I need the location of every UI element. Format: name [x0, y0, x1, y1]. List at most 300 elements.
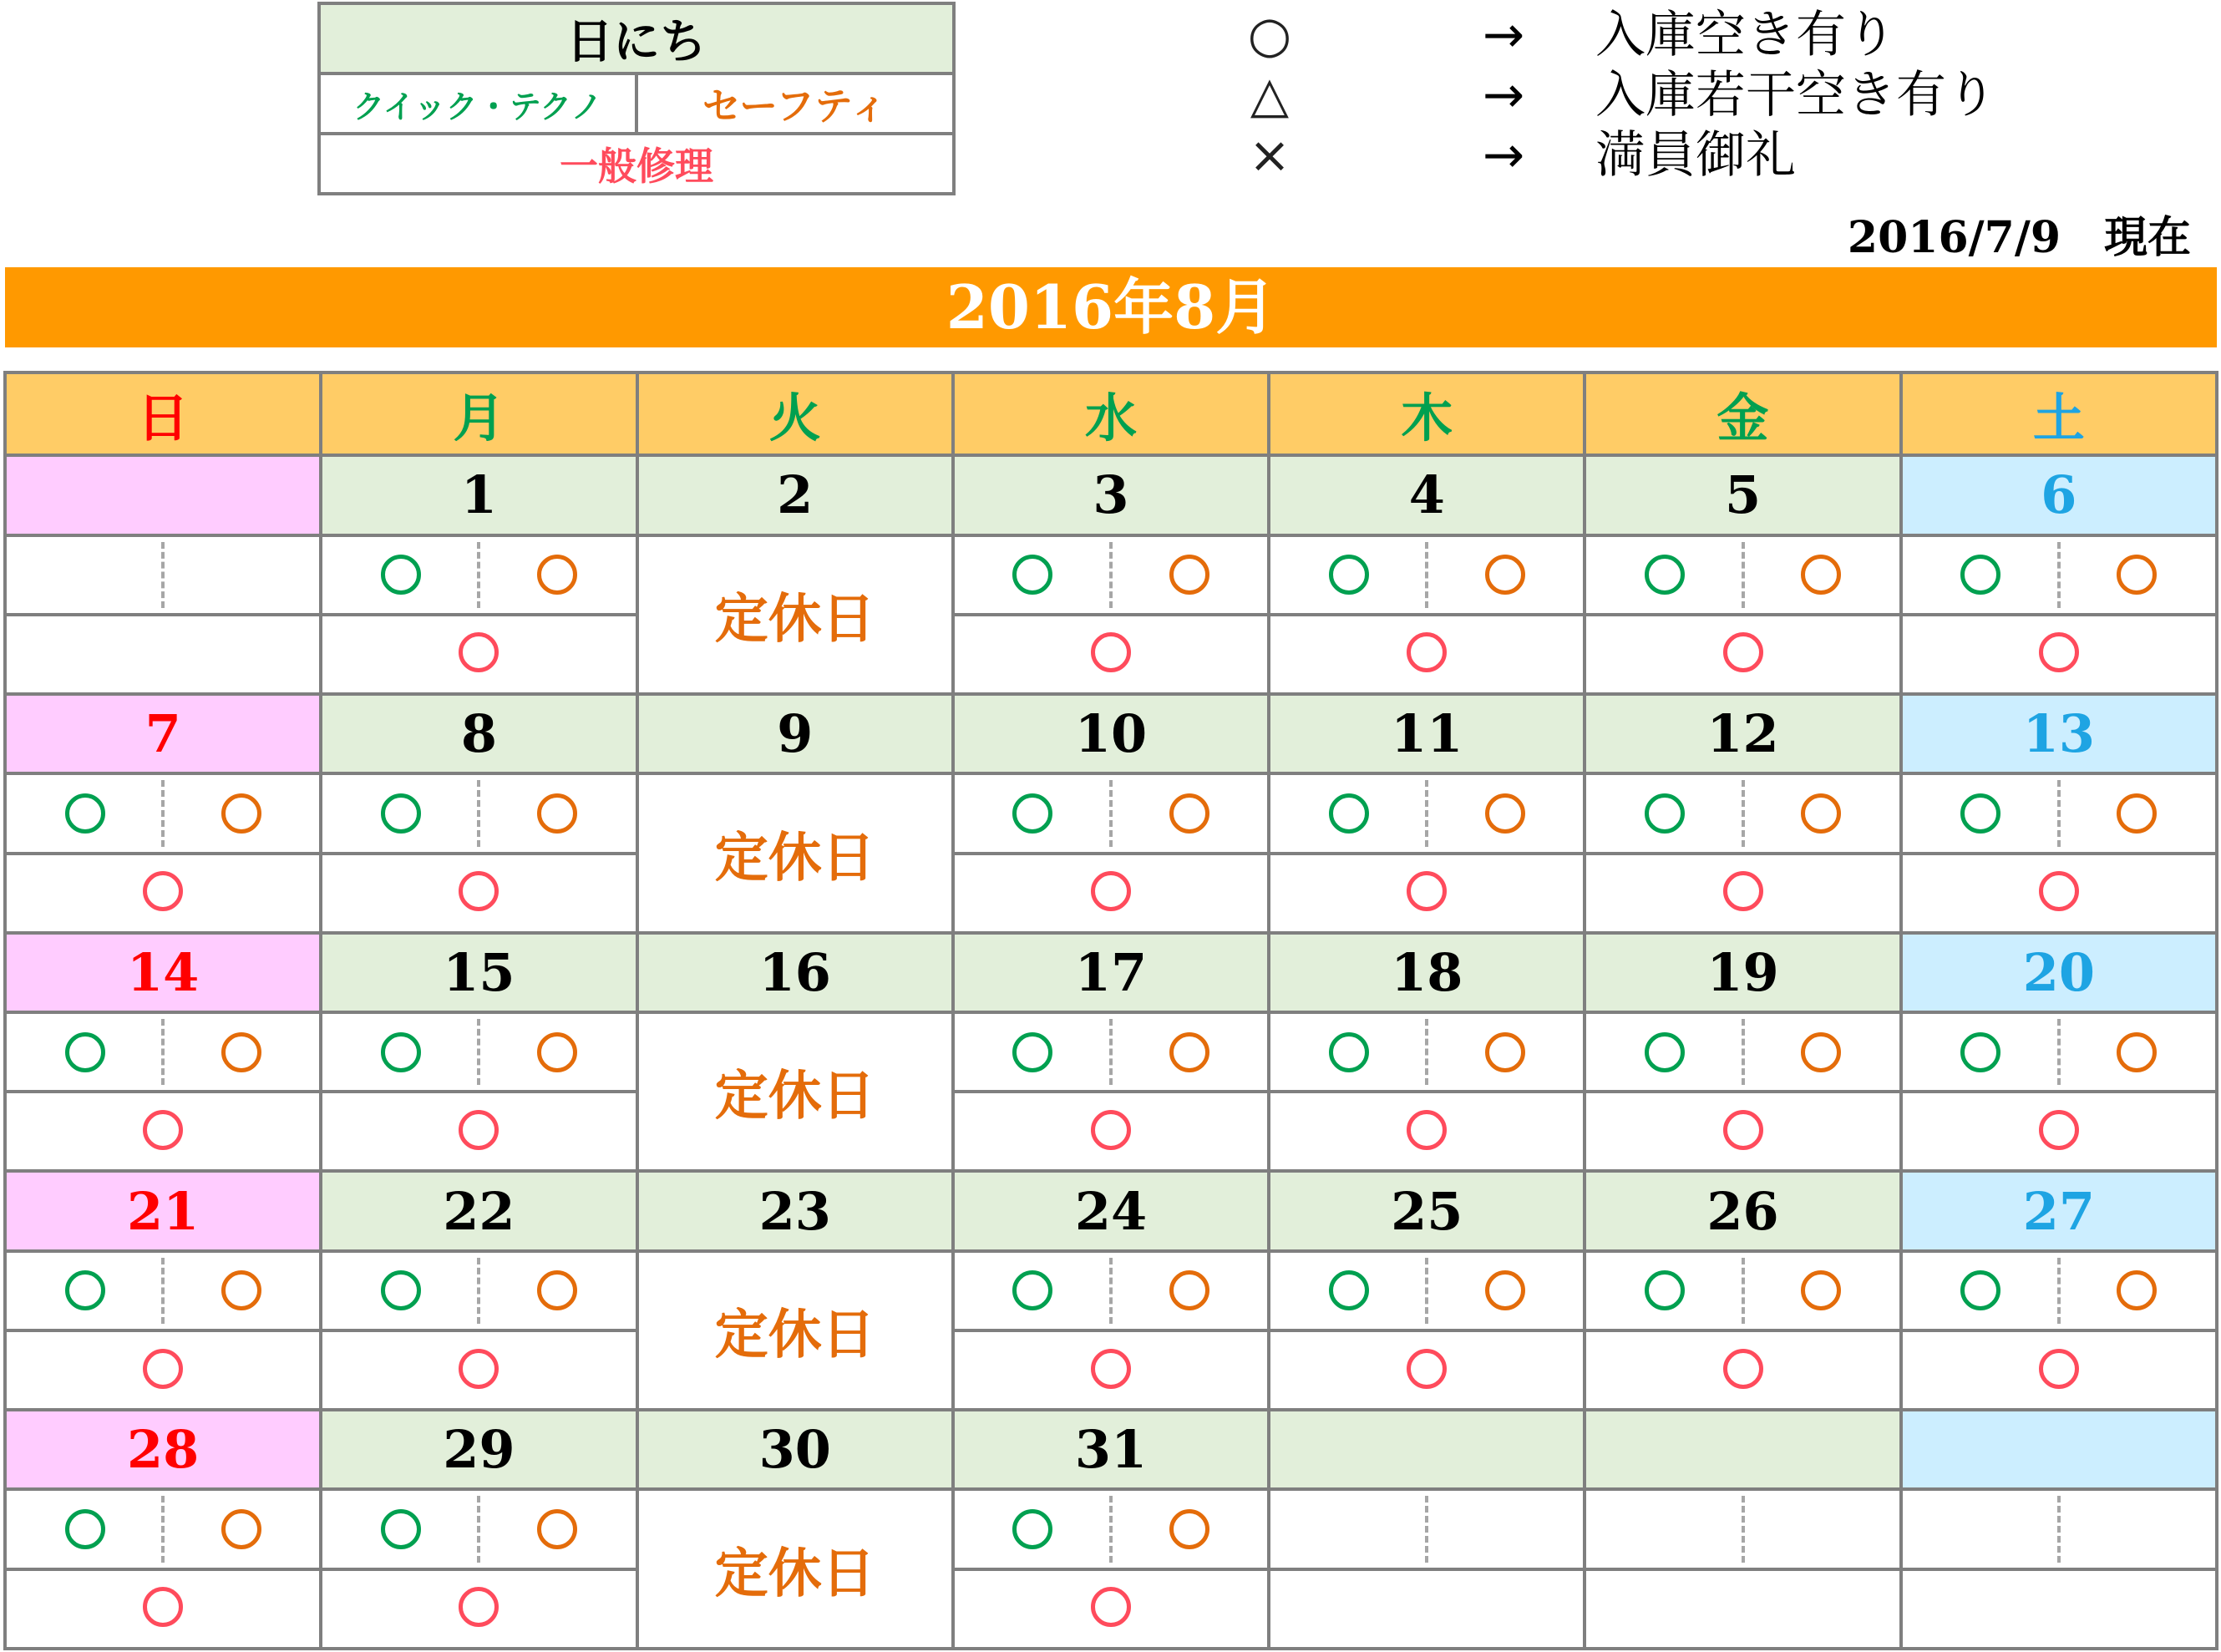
slot-safety	[1111, 537, 1267, 613]
circle-icon-general	[2039, 871, 2079, 911]
circle-icon-quick	[381, 1270, 421, 1310]
weekday-tue: 火	[637, 372, 953, 455]
slot-safety	[1743, 1491, 1899, 1567]
date-cell: 15	[321, 933, 636, 1012]
date-cell: 16	[637, 933, 953, 1012]
circle-icon-general	[459, 1110, 499, 1150]
date-cell: 5	[1585, 455, 1900, 535]
slot-safety	[2059, 1014, 2215, 1090]
as-of-date: 2016/7/9 現在	[1847, 212, 2191, 263]
circle-icon-safety	[2117, 1270, 2157, 1310]
circle-icon-quick	[381, 1509, 421, 1549]
general-availability-cell	[953, 1330, 1269, 1410]
slot-safety	[1427, 775, 1583, 851]
circle-icon-quick	[1960, 555, 2000, 595]
slot-quick	[1270, 1491, 1427, 1567]
availability-cell	[321, 1251, 636, 1330]
availability-cell	[1585, 773, 1900, 853]
general-availability-cell	[1585, 1569, 1900, 1649]
slot-split	[955, 1491, 1267, 1567]
availability-cell	[953, 1012, 1269, 1092]
slot-quick	[7, 1491, 163, 1567]
slot-split	[1586, 1014, 1899, 1090]
general-availability-cell	[1585, 615, 1900, 694]
circle-icon-quick	[1645, 555, 1685, 595]
slot-safety	[1743, 1253, 1899, 1329]
slot-safety	[1743, 537, 1899, 613]
slot-safety	[1427, 1491, 1583, 1567]
slot-split	[1270, 1253, 1583, 1329]
slot-safety	[1427, 537, 1583, 613]
weekday-sun: 日	[5, 372, 321, 455]
circle-icon-safety	[1169, 1509, 1209, 1549]
circle-icon-quick	[1012, 1509, 1052, 1549]
general-availability-cell	[321, 854, 636, 933]
slot-quick	[955, 1253, 1111, 1329]
slot-quick	[1903, 1014, 2059, 1090]
cross-icon: ×	[1248, 126, 1291, 185]
slot-split	[1586, 1253, 1899, 1329]
slot-split	[1903, 537, 2215, 613]
weekday-thu: 木	[1269, 372, 1585, 455]
slot-quick	[7, 775, 163, 851]
slot-split	[955, 775, 1267, 851]
date-cell: 9	[637, 694, 953, 773]
slot-split	[955, 1014, 1267, 1090]
weekday-sat: 土	[1901, 372, 2217, 455]
circle-icon-safety	[1485, 555, 1525, 595]
date-cell: 2	[637, 455, 953, 535]
slot-safety	[2059, 1491, 2215, 1567]
slot-row-quick-safety	[5, 1012, 2217, 1092]
circle-icon-quick	[65, 1270, 105, 1310]
general-availability-cell	[1269, 1330, 1585, 1410]
availability-cell	[5, 1489, 321, 1568]
circle-icon-general	[1407, 1110, 1447, 1150]
general-availability-cell	[953, 854, 1269, 933]
general-availability-cell	[1901, 1330, 2217, 1410]
circle-icon-quick	[1960, 1032, 2000, 1072]
slot-safety	[1427, 1253, 1583, 1329]
slot-split	[7, 1253, 319, 1329]
circle-icon-general	[2039, 1110, 2079, 1150]
slot-split	[1270, 537, 1583, 613]
slot-row-general	[5, 1092, 2217, 1171]
slot-row-quick-safety	[5, 535, 2217, 615]
slot-quick	[1586, 1014, 1742, 1090]
date-cell: 4	[1269, 455, 1585, 535]
slot-quick	[1903, 775, 2059, 851]
circle-icon-safety	[537, 555, 577, 595]
availability-cell	[953, 1251, 1269, 1330]
slot-split	[1903, 775, 2215, 851]
availability-cell	[321, 1489, 636, 1568]
slot-split	[322, 537, 635, 613]
slot-safety	[479, 1014, 635, 1090]
circle-icon-general	[459, 871, 499, 911]
slot-safety	[479, 1491, 635, 1567]
slot-split	[1270, 775, 1583, 851]
date-cell: 7	[5, 694, 321, 773]
circle-icon-safety	[1485, 1032, 1525, 1072]
slot-row-quick-safety	[5, 773, 2217, 853]
slot-quick	[1586, 775, 1742, 851]
slot-quick	[1270, 1014, 1427, 1090]
slot-safety	[2059, 775, 2215, 851]
circle-icon-general	[1407, 1349, 1447, 1389]
circle-icon-general	[1091, 1587, 1131, 1627]
slot-split	[1903, 1014, 2215, 1090]
general-availability-cell	[5, 615, 321, 694]
circle-icon-safety	[1169, 1270, 1209, 1310]
circle-icon-quick	[1012, 1032, 1052, 1072]
slot-quick	[322, 537, 479, 613]
slot-row-quick-safety	[5, 1251, 2217, 1330]
date-cell: 10	[953, 694, 1269, 773]
general-availability-cell	[1901, 1569, 2217, 1649]
general-availability-cell	[953, 1569, 1269, 1649]
date-cell: 21	[5, 1171, 321, 1250]
availability-cell	[1585, 1489, 1900, 1568]
slot-quick	[1270, 1253, 1427, 1329]
slot-quick	[1586, 537, 1742, 613]
general-availability-cell	[1269, 1569, 1585, 1649]
general-availability-cell	[5, 1569, 321, 1649]
slot-split	[322, 1014, 635, 1090]
slot-split	[322, 1253, 635, 1329]
availability-cell	[1585, 1012, 1900, 1092]
slot-split	[1903, 1253, 2215, 1329]
general-availability-cell	[1269, 854, 1585, 933]
date-cell	[1901, 1410, 2217, 1489]
calendar	[3, 371, 2218, 1650]
slot-quick	[1903, 537, 2059, 613]
general-availability-cell	[1585, 854, 1900, 933]
circle-icon-safety	[537, 1032, 577, 1072]
circle-icon-safety	[221, 793, 261, 834]
circle-icon-safety	[1485, 1270, 1525, 1310]
circle-icon-safety	[1801, 555, 1841, 595]
availability-cell	[1269, 535, 1585, 615]
circle-icon-quick	[1329, 555, 1369, 595]
slot-quick	[1586, 1253, 1742, 1329]
circle-icon-general	[1091, 632, 1131, 672]
legend-text: 満員御礼	[1595, 126, 1796, 185]
availability-cell	[953, 535, 1269, 615]
date-cell: 17	[953, 933, 1269, 1012]
date-cell: 27	[1901, 1171, 2217, 1250]
date-row	[5, 1171, 2217, 1250]
slot-split	[1903, 1491, 2215, 1567]
circle-icon-quick	[381, 1032, 421, 1072]
slot-row-general	[5, 615, 2217, 694]
date-cell: 23	[637, 1171, 953, 1250]
slot-quick	[322, 1491, 479, 1567]
availability-cell	[321, 535, 636, 615]
circle-icon-quick	[65, 1509, 105, 1549]
triangle-icon: △	[1250, 66, 1290, 124]
date-cell: 3	[953, 455, 1269, 535]
slot-quick	[955, 775, 1111, 851]
circle-icon-general	[2039, 632, 2079, 672]
slot-split	[955, 1253, 1267, 1329]
legend-text: 入庫空き有り	[1595, 6, 1896, 64]
circle-icon-quick	[1645, 793, 1685, 834]
circle-icon-general	[1091, 1110, 1131, 1150]
slot-split	[7, 775, 319, 851]
date-cell: 11	[1269, 694, 1585, 773]
date-row	[5, 694, 2217, 773]
weekday-mon: 月	[321, 372, 636, 455]
month-title: 2016年8月	[5, 267, 2217, 347]
slot-row-general	[5, 1330, 2217, 1410]
circle-icon-quick	[1012, 793, 1052, 834]
service-key	[317, 2, 956, 189]
slot-safety	[479, 775, 635, 851]
date-cell: 24	[953, 1171, 1269, 1250]
slot-safety	[1111, 1253, 1267, 1329]
availability-cell	[953, 773, 1269, 853]
circle-icon-general	[459, 632, 499, 672]
slot-quick	[322, 1014, 479, 1090]
general-availability-cell	[1269, 1092, 1585, 1171]
slot-safety	[163, 1491, 319, 1567]
closed-day-label: 定休日	[637, 535, 953, 694]
date-cell: 31	[953, 1410, 1269, 1489]
circle-icon-general	[1723, 1110, 1763, 1150]
slot-quick	[955, 537, 1111, 613]
key-safety: セーフティ	[636, 73, 954, 134]
date-cell: 19	[1585, 933, 1900, 1012]
availability-cell	[1901, 1012, 2217, 1092]
closed-day-label: 定休日	[637, 1012, 953, 1171]
circle-icon-general	[1723, 871, 1763, 911]
circle-icon-safety	[2117, 793, 2157, 834]
slot-split	[322, 1491, 635, 1567]
closed-day-label: 定休日	[637, 1489, 953, 1649]
general-availability-cell	[321, 1569, 636, 1649]
date-cell: 28	[5, 1410, 321, 1489]
circle-icon-quick	[1960, 1270, 2000, 1310]
circle-icon-safety	[1801, 1032, 1841, 1072]
slot-quick	[955, 1014, 1111, 1090]
circle-icon-general	[1723, 1349, 1763, 1389]
slot-safety	[1111, 775, 1267, 851]
availability-cell	[5, 773, 321, 853]
slot-split	[1586, 775, 1899, 851]
circle-icon-safety	[221, 1270, 261, 1310]
circle-icon-general	[459, 1349, 499, 1389]
circle-icon-general	[143, 1110, 183, 1150]
date-cell	[1269, 1410, 1585, 1489]
slot-safety	[2059, 537, 2215, 613]
slot-row-general	[5, 854, 2217, 933]
availability-cell	[953, 1489, 1269, 1568]
circle-icon-general	[143, 1587, 183, 1627]
circle-icon-general	[1723, 632, 1763, 672]
availability-legend	[1236, 0, 2122, 184]
circle-icon-quick	[381, 555, 421, 595]
general-availability-cell	[953, 1092, 1269, 1171]
weekday-fri: 金	[1585, 372, 1900, 455]
general-availability-cell	[1901, 854, 2217, 933]
slot-safety	[1743, 1014, 1899, 1090]
slot-safety	[479, 1253, 635, 1329]
slot-safety	[163, 1253, 319, 1329]
availability-cell	[1901, 1489, 2217, 1568]
legend-text: 入庫若干空き有り	[1595, 66, 1996, 124]
availability-cell	[1585, 535, 1900, 615]
key-quick-techno: クイック・テクノ	[319, 73, 636, 134]
circle-icon-safety	[1485, 793, 1525, 834]
circle-icon-safety	[221, 1509, 261, 1549]
availability-cell	[1901, 1251, 2217, 1330]
general-availability-cell	[321, 1330, 636, 1410]
general-availability-cell	[1901, 1092, 2217, 1171]
slot-split	[1270, 1491, 1583, 1567]
circle-icon-general	[143, 1349, 183, 1389]
slot-quick	[1586, 1491, 1742, 1567]
circle-icon-quick	[1329, 1270, 1369, 1310]
availability-cell	[1269, 1012, 1585, 1092]
weekday-header-row	[5, 372, 2217, 455]
slot-split	[1586, 537, 1899, 613]
slot-quick	[955, 1491, 1111, 1567]
circle-icon-safety	[1801, 1270, 1841, 1310]
slot-row-quick-safety	[5, 1489, 2217, 1568]
slot-split	[955, 537, 1267, 613]
circle-icon-safety	[1801, 793, 1841, 834]
circle-icon-general	[1091, 1349, 1131, 1389]
date-cell: 18	[1269, 933, 1585, 1012]
general-availability-cell	[1269, 615, 1585, 694]
availability-cell	[1901, 773, 2217, 853]
slot-safety	[479, 537, 635, 613]
slot-quick	[1903, 1253, 2059, 1329]
slot-split	[1586, 1491, 1899, 1567]
date-cell: 6	[1901, 455, 2217, 535]
slot-quick	[322, 1253, 479, 1329]
slot-split	[322, 775, 635, 851]
legend-row-full	[1236, 125, 2122, 185]
date-cell: 14	[5, 933, 321, 1012]
slot-safety	[2059, 1253, 2215, 1329]
availability-cell	[1269, 1489, 1585, 1568]
general-availability-cell	[953, 615, 1269, 694]
circle-icon-general	[1407, 632, 1447, 672]
circle-icon-quick	[1329, 1032, 1369, 1072]
date-row	[5, 933, 2217, 1012]
weekday-wed: 水	[953, 372, 1269, 455]
circle-icon-quick	[1012, 1270, 1052, 1310]
circle-icon-general	[1407, 871, 1447, 911]
slot-quick	[1270, 537, 1427, 613]
circle-icon-general	[2039, 1349, 2079, 1389]
slot-quick	[7, 537, 163, 613]
general-availability-cell	[1585, 1092, 1900, 1171]
availability-cell	[1901, 535, 2217, 615]
slot-quick	[322, 775, 479, 851]
general-availability-cell	[5, 854, 321, 933]
date-cell	[5, 455, 321, 535]
general-availability-cell	[1901, 615, 2217, 694]
general-availability-cell	[5, 1092, 321, 1171]
slot-row-general	[5, 1569, 2217, 1649]
circle-icon-safety	[1169, 555, 1209, 595]
availability-cell	[1585, 1251, 1900, 1330]
circle-icon-quick	[1012, 555, 1052, 595]
closed-day-label: 定休日	[637, 773, 953, 932]
availability-cell	[321, 1012, 636, 1092]
slot-safety	[1743, 775, 1899, 851]
slot-safety	[163, 775, 319, 851]
date-cell: 25	[1269, 1171, 1585, 1250]
circle-icon-general	[459, 1587, 499, 1627]
availability-cell	[321, 773, 636, 853]
slot-split	[7, 1491, 319, 1567]
slot-safety	[1111, 1491, 1267, 1567]
circle-icon-safety	[537, 1270, 577, 1310]
date-cell: 12	[1585, 694, 1900, 773]
general-availability-cell	[1585, 1330, 1900, 1410]
circle-icon-safety	[537, 793, 577, 834]
date-cell	[1585, 1410, 1900, 1489]
circle-icon-safety	[2117, 555, 2157, 595]
slot-safety	[1427, 1014, 1583, 1090]
circle-icon-quick	[1645, 1270, 1685, 1310]
availability-cell	[5, 1251, 321, 1330]
date-row	[5, 455, 2217, 535]
availability-cell	[1269, 1251, 1585, 1330]
circle-icon-general	[1091, 871, 1131, 911]
date-cell: 1	[321, 455, 636, 535]
circle-icon-safety	[1169, 1032, 1209, 1072]
circle-icon-quick	[381, 793, 421, 834]
general-availability-cell	[321, 1092, 636, 1171]
slot-safety	[163, 537, 319, 613]
circle-icon-safety	[1169, 793, 1209, 834]
circle-icon: ○	[1247, 6, 1292, 64]
circle-icon-quick	[1960, 793, 2000, 834]
slot-quick	[7, 1014, 163, 1090]
circle-icon-general	[143, 871, 183, 911]
date-cell: 26	[1585, 1171, 1900, 1250]
date-cell: 13	[1901, 694, 2217, 773]
circle-icon-quick	[1329, 793, 1369, 834]
circle-icon-quick	[65, 1032, 105, 1072]
slot-safety	[1111, 1014, 1267, 1090]
service-key-table	[317, 2, 956, 195]
date-cell: 8	[321, 694, 636, 773]
circle-icon-safety	[537, 1509, 577, 1549]
circle-icon-quick	[1645, 1032, 1685, 1072]
arrow-right-icon: →	[1482, 126, 1525, 185]
key-general-repair: 一般修理	[319, 134, 954, 194]
arrow-right-icon: →	[1482, 66, 1525, 124]
slot-quick	[1270, 775, 1427, 851]
calendar-table	[3, 371, 2218, 1650]
date-row	[5, 1410, 2217, 1489]
key-title: 日にち	[319, 3, 954, 73]
date-cell: 30	[637, 1410, 953, 1489]
date-cell: 29	[321, 1410, 636, 1489]
closed-day-label: 定休日	[637, 1251, 953, 1410]
availability-cell	[5, 1012, 321, 1092]
slot-safety	[163, 1014, 319, 1090]
general-availability-cell	[5, 1330, 321, 1410]
circle-icon-quick	[65, 793, 105, 834]
slot-quick	[1903, 1491, 2059, 1567]
